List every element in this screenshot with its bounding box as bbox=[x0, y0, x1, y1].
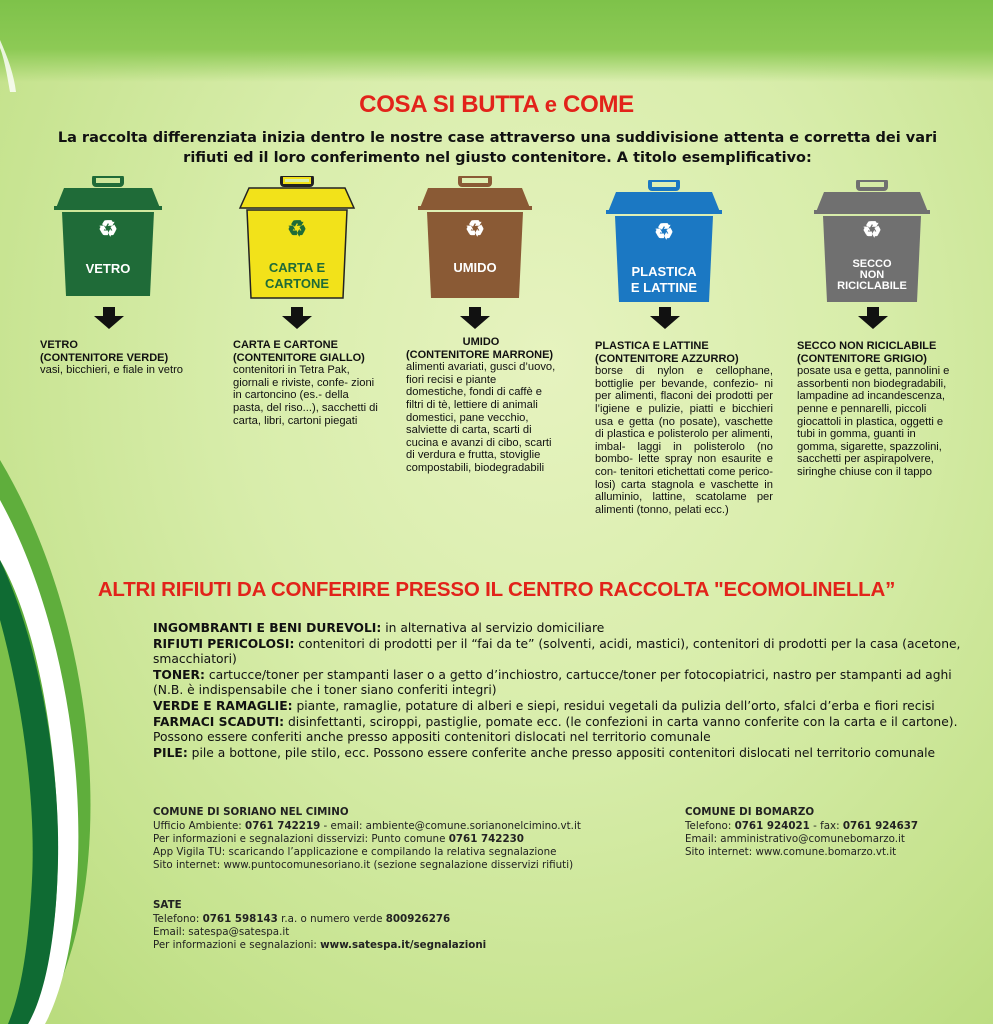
desc-umido-text: alimenti avariati, gusci d’uovo, fiori recisi e piante domestiche, fondi di caffè e filtri di tè, lettiere di animali domestici, pane vecchio, salviette di carta, scarti di cucina e avanzi di cibo, scarti di verdura e frutta, stoviglie compostabili, biodegradabili bbox=[406, 361, 556, 474]
desc-plastica-text: borse di nylon e cellophane, bottiglie per bevande, confezio- ni per alimenti, flaconi dei prodotti per l’igiene e pulizie, piatti e bicchieri usa e getta (no posate), vaschette di plastica e polisterolo per alimenti, imbal- laggi in polisterolo (no bombo- lette spray non esaurite e con- tenitori etichettati come perico- losi) carta stagnola e vaschette in alluminio, lattine, scatolame per alimenti (tonno, pelati ecc.) bbox=[595, 365, 773, 516]
contact-sate-name: SATE bbox=[153, 899, 182, 911]
bin-umido-label: UMIDO bbox=[453, 260, 497, 275]
rule-text: pile a bottone, pile stilo, ecc. Possono essere conferite anche presso appositi contenitori dislocati nel territorio comunale bbox=[187, 745, 936, 760]
bin-secco bbox=[814, 180, 930, 304]
bin-plastica-label-2: E LATTINE bbox=[630, 280, 698, 295]
bin-vetro bbox=[54, 176, 162, 298]
recycle-icon: ♻ bbox=[287, 216, 307, 241]
desc-vetro-heading: VETRO bbox=[40, 339, 78, 351]
contact-text: Per informazioni e segnalazioni: bbox=[153, 939, 321, 951]
recycle-icon: ♻ bbox=[862, 217, 882, 242]
page-title bbox=[0, 88, 993, 119]
rule-text: contenitori di prodotti per il “fai da te” (solventi, acidi, mastici), contenitori di prodotti per la casa (acetone, smacchiatori) bbox=[153, 636, 961, 667]
bin-carta-label-2: CARTONE bbox=[264, 276, 330, 291]
bin-vetro-label: VETRO bbox=[85, 261, 131, 276]
contact-soriano bbox=[153, 806, 653, 872]
bin-secco-label-2: NON bbox=[859, 269, 885, 281]
rule-item bbox=[153, 715, 973, 746]
rule-text: disinfettanti, sciroppi, pastiglie, pomate ecc. (le confezioni in carta vanno conferite con la carta e il cartone). Possono essere conferiti anche presso appositi contenitori dislocati nel territorio comunale bbox=[153, 714, 958, 745]
contact-text: App Vigila TU: scaricando l’applicazione e compilando la relativa segnalazione bbox=[153, 846, 557, 858]
arrow-down-icon bbox=[460, 307, 490, 329]
phone-number: 0761 924021 bbox=[734, 820, 810, 832]
desc-plastica bbox=[595, 340, 773, 516]
report-link: www.satespa.it/segnalazioni bbox=[320, 939, 487, 951]
rule-item bbox=[153, 746, 973, 762]
phone-number: 0761 742230 bbox=[448, 833, 524, 845]
desc-vetro-subheading: (CONTENITORE VERDE) bbox=[40, 351, 169, 364]
contact-text: Telefono: bbox=[153, 913, 203, 925]
rule-label: RIFIUTI PERICOLOSI: bbox=[153, 636, 295, 651]
arrow-down-icon bbox=[858, 307, 888, 329]
desc-secco-text: posate usa e getta, pannolini e assorbenti non biodegradabili, lampadine ad incandescenza, penne e pennarelli, piccoli giocattoli in plastica, oggetti e tubi in gomma, guanti in gomma, sigarette, spazzolini, sacchetti per aspirapolvere, siringhe chiuse con il tappo bbox=[797, 365, 950, 478]
rule-text: piante, ramaglie, potature di alberi e siepi, residui vegetali da pulizia dell’orto, sfalci d’erba e fiori recisi bbox=[292, 698, 935, 713]
bin-plastica-label-1: PLASTICA bbox=[631, 264, 697, 279]
contact-sate bbox=[153, 899, 653, 952]
phone-number: 0761 598143 bbox=[202, 913, 278, 925]
fax-number: 0761 924637 bbox=[842, 820, 919, 832]
intro-text: La raccolta differenziata inizia dentro le nostre case attraverso una suddivisione attenta e corretta dei vari rifiuti ed il loro conferimento nel giusto contenitore. A titolo esemplificativo: bbox=[57, 130, 938, 166]
other-waste-title: ALTRI RIFIUTI DA CONFERIRE PRESSO IL CENTRO RACCOLTA "ECOMOLINELLA” bbox=[97, 578, 896, 601]
contact-soriano-name: COMUNE DI SORIANO NEL CIMINO bbox=[153, 806, 349, 818]
desc-vetro bbox=[40, 339, 205, 377]
bin-carta bbox=[238, 176, 356, 300]
desc-plastica-heading: PLASTICA E LATTINE bbox=[595, 340, 709, 352]
bin-umido bbox=[418, 176, 532, 300]
desc-vetro-text: vasi, bicchieri, e fiale in vetro bbox=[40, 364, 184, 377]
rule-label: TONER: bbox=[153, 667, 205, 682]
contact-bomarzo-name: COMUNE DI BOMARZO bbox=[685, 806, 815, 818]
toll-free-number: 800926276 bbox=[385, 913, 451, 925]
email-text: Email: satespa@satespa.it bbox=[153, 926, 290, 938]
email-text: Email: amministrativo@comunebomarzo.it bbox=[685, 833, 905, 845]
contact-text: Ufficio Ambiente: bbox=[153, 820, 246, 832]
desc-umido-subheading: (CONTENITORE MARRONE) bbox=[406, 348, 554, 361]
arrow-down-icon bbox=[650, 307, 680, 329]
recycle-icon: ♻ bbox=[465, 216, 485, 241]
title-main: COSA SI BUTTA bbox=[359, 91, 545, 118]
contact-text: - fax: bbox=[809, 820, 843, 832]
rule-item bbox=[153, 699, 973, 715]
desc-carta-text: contenitori in Tetra Pak, giornali e riviste, confe- zioni in cartoncino (es.- della pasta, del riso...), sacchetti di carta, libri, cartoni piegati bbox=[233, 364, 378, 427]
rule-label: PILE: bbox=[153, 745, 188, 760]
phone-number: 0761 742219 bbox=[245, 820, 321, 832]
rule-label: VERDE E RAMAGLIE: bbox=[153, 698, 293, 713]
email-text: - email: ambiente@comune.sorianonelcimino.vt.it bbox=[320, 820, 581, 832]
rule-label: FARMACI SCADUTI: bbox=[153, 714, 285, 729]
desc-umido-heading: UMIDO bbox=[462, 336, 500, 348]
contact-text: Telefono: bbox=[685, 820, 735, 832]
rule-item bbox=[153, 668, 973, 699]
title-e: e bbox=[544, 92, 557, 117]
rule-text: in alternativa al servizio domiciliare bbox=[381, 621, 605, 635]
desc-carta bbox=[233, 339, 381, 427]
recycle-icon: ♻ bbox=[98, 216, 118, 241]
bin-plastica bbox=[606, 180, 722, 304]
desc-plastica-subheading: (CONTENITORE AZZURRO) bbox=[595, 352, 739, 365]
arrow-down-icon bbox=[94, 307, 124, 329]
bin-carta-label-1: CARTA E bbox=[268, 260, 326, 275]
contact-text: r.a. o numero verde bbox=[277, 913, 386, 925]
website-text: Sito internet: www.comune.bomarzo.vt.it bbox=[685, 846, 897, 858]
title-end: COME bbox=[556, 91, 634, 118]
recycle-icon: ♻ bbox=[654, 219, 674, 244]
bin-secco-label-1: SECCO bbox=[852, 258, 892, 270]
rule-item bbox=[153, 621, 973, 637]
bin-secco-label-3: RICICLABILE bbox=[837, 280, 907, 292]
desc-carta-subheading: (CONTENITORE GIALLO) bbox=[233, 351, 365, 364]
desc-carta-heading: CARTA E CARTONE bbox=[233, 339, 338, 351]
contact-text: Per informazioni e segnalazioni disservizi: Punto comune bbox=[153, 833, 449, 845]
desc-secco-heading: SECCO NON RICICLABILE bbox=[797, 340, 937, 352]
other-waste-list bbox=[153, 621, 973, 761]
desc-secco bbox=[797, 340, 957, 479]
rule-text: cartucce/toner per stampanti laser o a getto d’inchiostro, cartucce/toner per fotocopiatrici, nastro per stampanti ad aghi (N.B. è indispensabile che i toner siano conferiti integri) bbox=[153, 667, 952, 698]
contact-bomarzo bbox=[685, 806, 975, 859]
rule-item bbox=[153, 637, 973, 668]
website-text: Sito internet: www.puntocomunesoriano.it (sezione segnalazione disservizi rifiuti) bbox=[153, 859, 574, 871]
desc-umido bbox=[406, 336, 556, 475]
desc-secco-subheading: (CONTENITORE GRIGIO) bbox=[797, 352, 927, 365]
rule-label: INGOMBRANTI E BENI DUREVOLI: bbox=[153, 621, 382, 635]
arrow-down-icon bbox=[282, 307, 312, 329]
